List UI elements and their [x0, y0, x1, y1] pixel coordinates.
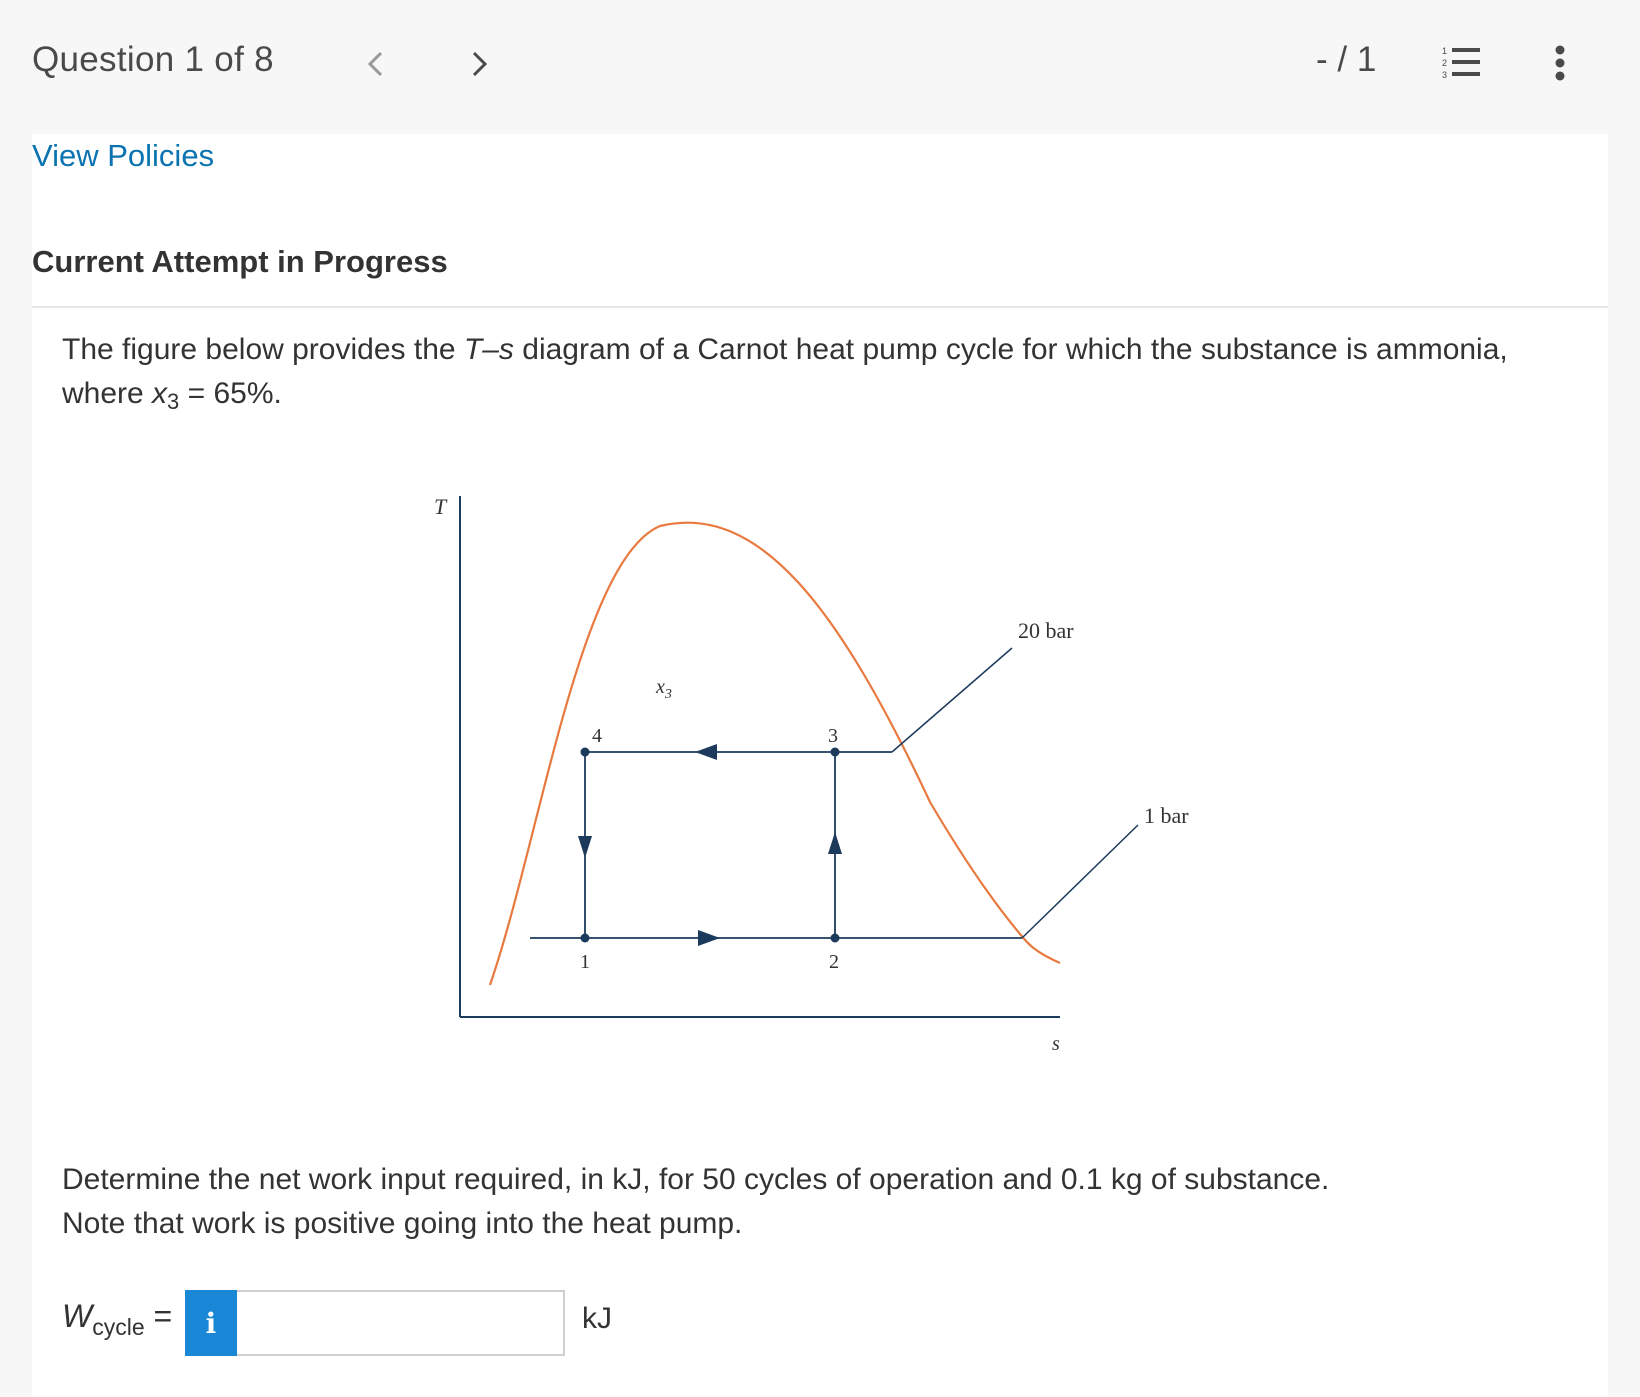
quality-label-x3: $x_3$	[656, 676, 672, 702]
label-20bar: 20 bar	[1018, 618, 1074, 643]
view-policies-link[interactable]: View Policies	[32, 138, 215, 173]
pressure-line-20bar-leader	[892, 648, 1012, 752]
pressure-line-1bar-leader	[1022, 825, 1138, 938]
state-label-4: 4	[592, 725, 602, 747]
more-vertical-icon	[1554, 44, 1566, 84]
state-label-1: 1	[580, 951, 590, 973]
answer-variable-label: $W_{cycle}$ =	[62, 1298, 173, 1340]
more-options-button[interactable]	[1540, 42, 1580, 86]
answer-unit: kJ	[582, 1302, 612, 1335]
numbered-list-icon	[1440, 44, 1484, 84]
label-1bar: 1 bar	[1144, 803, 1189, 828]
task-statement: Determine the net work input required, in kJ, for 50 cycles of operation and 0.1 kg of substance. Note that work is positive going into the heat pump.	[62, 1163, 1330, 1240]
info-button[interactable]: i	[185, 1290, 237, 1356]
chevron-right-icon	[470, 49, 490, 79]
divider	[32, 306, 1608, 308]
saturation-dome	[490, 523, 1060, 985]
problem-statement: The figure below provides the T–s diagram of a Carnot heat pump cycle for which the substance is ammonia, where $x_3 = 65\%$.	[62, 333, 1508, 414]
arrow-4-1	[578, 836, 592, 858]
state-point-2	[831, 934, 840, 943]
svg-text:1: 1	[1442, 46, 1448, 56]
chevron-left-icon	[365, 49, 385, 79]
top-bar	[0, 0, 1640, 128]
score-display: - / 1	[1316, 40, 1377, 79]
question-list-button[interactable]	[1440, 44, 1484, 84]
state-point-4	[581, 748, 590, 757]
answer-row	[62, 1290, 762, 1356]
state-label-3: 3	[828, 725, 838, 747]
ts-diagram	[430, 480, 1230, 1080]
arrow-3-4	[695, 744, 717, 760]
arrow-2-3	[828, 832, 842, 854]
axis-label-t: T	[434, 494, 447, 519]
previous-question-button[interactable]	[355, 42, 395, 86]
svg-text:3: 3	[1442, 70, 1448, 80]
svg-text:2: 2	[1442, 58, 1448, 68]
state-point-1	[581, 934, 590, 943]
attempt-status: Current Attempt in Progress	[32, 244, 448, 279]
state-point-3	[831, 748, 840, 757]
next-question-button[interactable]	[460, 42, 500, 86]
answer-input[interactable]	[237, 1290, 565, 1356]
arrow-1-2	[698, 930, 720, 946]
state-label-2: 2	[829, 951, 839, 973]
axis-label-s: s	[1052, 1033, 1060, 1055]
question-counter: Question 1 of 8	[32, 40, 274, 79]
